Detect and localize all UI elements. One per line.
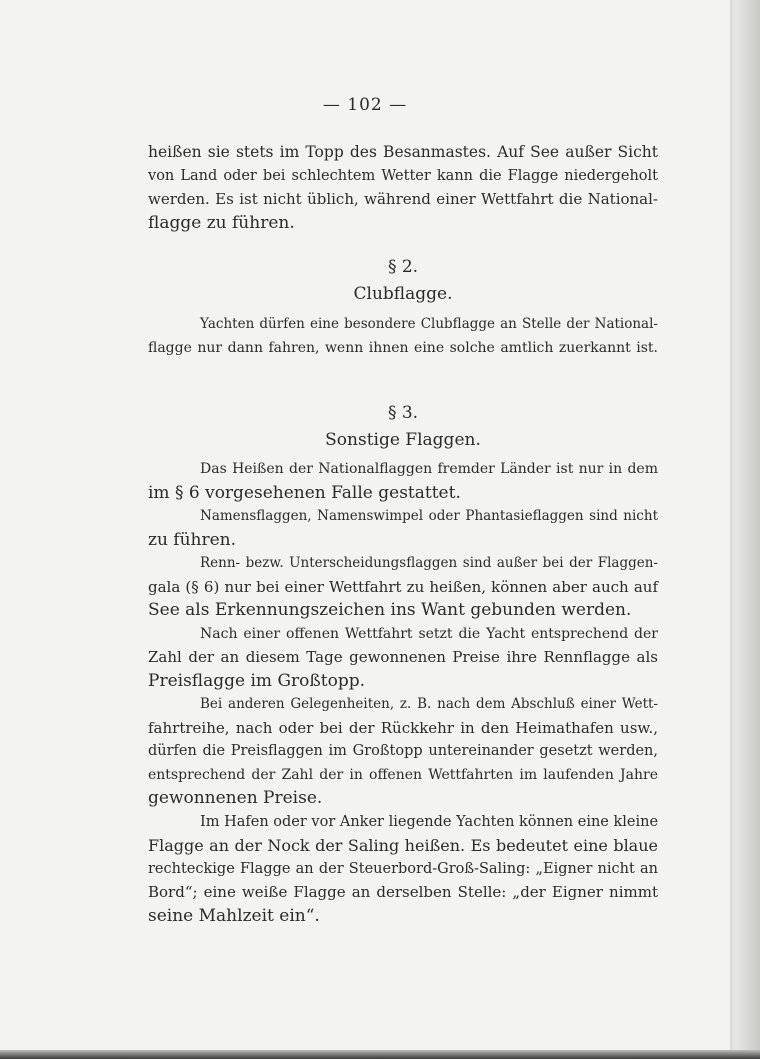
text-line: fahrtreihe, nach oder bei der Rückkehr in den Heimathafen usw., (148, 718, 658, 737)
section-2-number: § 2. (387, 257, 419, 277)
text-line: von Land oder bei schlechtem Wetter kann die Flagge niedergeholt (148, 167, 658, 184)
text-line: rechteckige Flagge an der Steuerbord-Groß-Saling: „Eigner nicht an (148, 860, 658, 877)
text-line: im § 6 vorgesehenen Falle gestattet. (148, 482, 461, 503)
section-3-body (148, 458, 658, 928)
text-line: Bord“; eine weiße Flagge an derselben Stelle: „der Eigner nimmt (148, 883, 658, 901)
text-line: Renn- bezw. Unterscheidungsflaggen sind außer bei der Flaggen- (200, 555, 658, 571)
paragraph (148, 811, 658, 929)
section-2-title: Clubflagge. (353, 284, 453, 304)
text-line: Im Hafen oder vor Anker liegende Yachten können eine kleine (200, 813, 659, 830)
text-line: flagge zu führen. (148, 212, 295, 233)
text-line: heißen sie stets im Topp des Besanmastes. Auf See außer Sicht (148, 143, 658, 161)
text-line: Das Heißen der Nationalflaggen fremder Länder ist nur in dem (200, 461, 658, 477)
text-line: Preisflagge im Großtopp. (148, 670, 365, 691)
text-line: dürfen die Preisflaggen im Großtopp untereinander gesetzt werden, (148, 743, 658, 759)
text-line: flagge nur dann fahren, wenn ihnen eine solche amtlich zuerkannt ist. (148, 339, 658, 356)
text-line: Flagge an der Nock der Saling heißen. Es bedeutet eine blaue (148, 836, 658, 855)
paragraph (148, 458, 658, 505)
text-line: gewonnenen Preise. (148, 788, 323, 808)
page-edge-right (730, 0, 760, 1059)
text-line: Zahl der an diesem Tage gewonnenen Preise ihre Rennflagge als (148, 648, 658, 666)
section-2-paragraph (148, 313, 658, 360)
page-edge-bottom (0, 1050, 760, 1059)
text-line: Bei anderen Gelegenheiten, z. B. nach dem Abschluß einer Wett- (200, 696, 658, 712)
section-3-title: Sonstige Flaggen. (325, 430, 481, 450)
paragraph (148, 552, 658, 623)
paragraph-intro (148, 141, 658, 235)
text-line: See als Erkennungszeichen ins Want gebunden werden. (148, 600, 632, 620)
text-line: zu führen. (148, 529, 237, 550)
paragraph (148, 693, 658, 811)
text-line: Yachten dürfen eine besondere Clubflagge an Stelle der National- (200, 316, 658, 332)
text-line: gala (§ 6) nur bei einer Wettfahrt zu heißen, können aber auch auf (148, 577, 658, 596)
page-number: — 102 — (322, 95, 408, 115)
text-line: entsprechend der Zahl der in offenen Wettfahrten im laufenden Jahre (148, 766, 658, 783)
paragraph (148, 505, 658, 552)
text-line: Nach einer offenen Wettfahrt setzt die Yacht entsprechend der (200, 625, 658, 642)
text-line: werden. Es ist nicht üblich, während einer Wettfahrt die National- (148, 190, 658, 208)
section-3-number: § 3. (387, 403, 419, 423)
text-line: Namensflaggen, Namenswimpel oder Phantasieflaggen sind nicht (200, 508, 658, 524)
text-line: seine Mahlzeit ein“. (148, 905, 320, 926)
paragraph (148, 623, 658, 694)
